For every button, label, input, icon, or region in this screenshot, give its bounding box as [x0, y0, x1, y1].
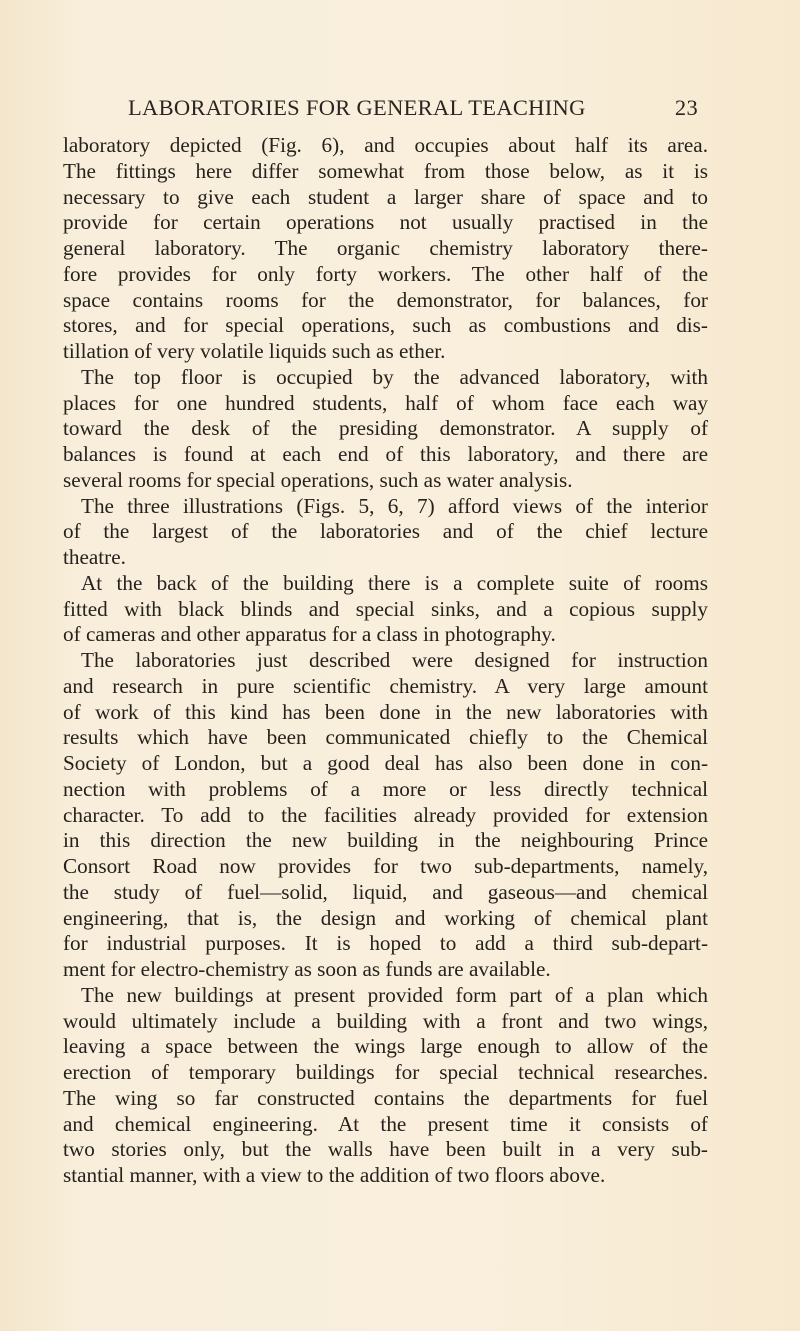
running-header [128, 95, 698, 121]
text-line: erection of temporary buildings for special technical researches. [63, 1060, 708, 1084]
text-line: provide for certain operations not usually practised in the [63, 210, 708, 235]
text-line: Society of London, but a good deal has also been done in con- [63, 751, 708, 775]
text-line: nection with problems of a more or less directly technical [63, 776, 708, 801]
text-line: balances is found at each end of this laboratory, and there are [63, 442, 708, 466]
text-line: fore provides for only forty workers. The other half of the [63, 261, 708, 286]
paragraph-first-line: The new buildings at present provided form part of a plan which [81, 982, 708, 1007]
text-line: of cameras and other apparatus for a class in photography. [63, 622, 556, 647]
running-title: LABORATORIES FOR GENERAL TEACHING [128, 95, 586, 120]
text-line: two stories only, but the walls have been built in a very sub- [63, 1137, 708, 1162]
text-line: of work of this kind has been done in the new laboratories with [63, 699, 708, 724]
text-line: stores, and for special operations, such as combustions and dis- [63, 313, 708, 338]
text-line: The wing so far constructed contains the departments for fuel [63, 1085, 708, 1110]
text-line: ment for electro-chemistry as soon as funds are available. [63, 957, 551, 981]
text-line: and chemical engineering. At the present time it consists of [63, 1111, 708, 1136]
text-line: character. To add to the facilities already provided for extension [63, 802, 708, 827]
page-number: 23 [674, 95, 698, 120]
text-line: engineering, that is, the design and working of chemical plant [63, 905, 708, 930]
text-line: general laboratory. The organic chemistry laboratory there- [63, 236, 708, 260]
text-line: Consort Road now provides for two sub-departments, namely, [63, 854, 708, 878]
text-line: places for one hundred students, half of whom face each way [63, 390, 708, 415]
text-line: results which have been communicated chiefly to the Chemical [63, 725, 708, 750]
text-line: in this direction the new building in the neighbouring Prince [63, 828, 708, 853]
text-line: space contains rooms for the demonstrator, for balances, for [63, 287, 708, 312]
text-line: several rooms for special operations, such as water analysis. [63, 467, 573, 492]
paragraph-first-line: The top floor is occupied by the advanced laboratory, with [81, 364, 708, 389]
text-line: toward the desk of the presiding demonstrator. A supply of [63, 416, 708, 441]
text-line: would ultimately include a building with a front and two wings, [63, 1008, 708, 1033]
text-line: of the largest of the laboratories and of the chief lecture [63, 519, 708, 544]
text-line: tillation of very volatile liquids such as ether. [63, 339, 446, 363]
text-line: for industrial purposes. It is hoped to add a third sub-depart- [63, 931, 708, 956]
paragraph-first-line: At the back of the building there is a complete suite of rooms [81, 570, 708, 595]
text-line: stantial manner, with a view to the addition of two floors above. [63, 1163, 606, 1187]
text-line: laboratory depicted (Fig. 6), and occupies about half its area. [63, 133, 708, 157]
text-line: The fittings here differ somewhat from those below, as it is [63, 158, 708, 183]
text-line: and research in pure scientific chemistry. A very large amount [63, 673, 708, 698]
text-line: theatre. [63, 545, 126, 569]
text-line: necessary to give each student a larger share of space and to [63, 184, 708, 209]
text-line: leaving a space between the wings large enough to allow of the [63, 1034, 708, 1059]
text-line: the study of fuel—solid, liquid, and gaseous—and chemical [63, 879, 708, 904]
text-line: fitted with black blinds and special sinks, and a copious supply [63, 596, 708, 621]
body-text [63, 133, 708, 1189]
paragraph-first-line: The laboratories just described were designed for instruction [81, 648, 708, 672]
paragraph-first-line: The three illustrations (Figs. 5, 6, 7) afford views of the interior [81, 493, 708, 518]
